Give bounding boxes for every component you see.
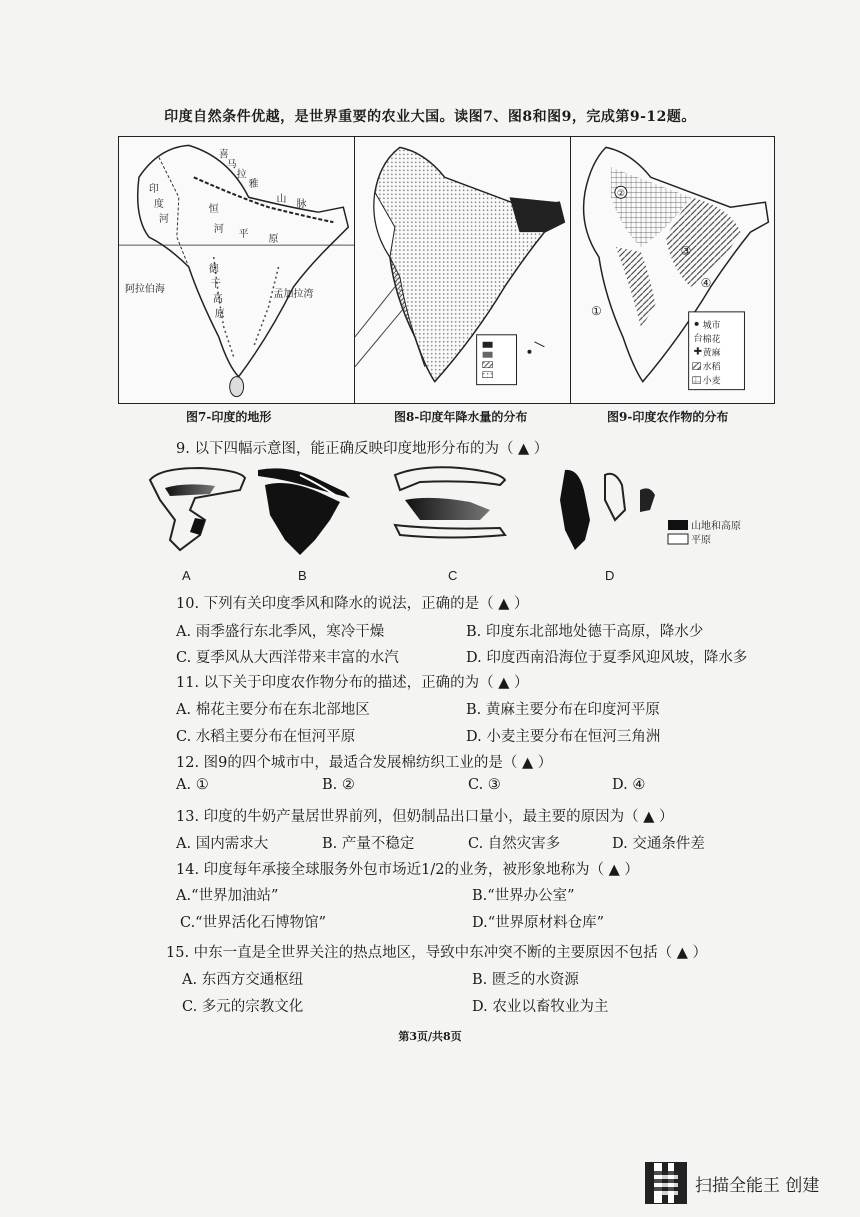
q14-stem: 14. 印度每年承接全球服务外包市场近1/2的业务，被形象地称为（ ▲ ） [176,862,639,878]
svg-text:高: 高 [212,293,223,305]
q9-stem: 9. 以下四幅示意图，能正确反映印度地形分布的为（ ▲ ） [176,441,549,457]
q11-stem: 11. 以下关于印度农作物分布的描述，正确的为（ ▲ ） [176,675,529,691]
map-figures [118,136,775,404]
q11-option-b: B. 黄麻主要分布在印度河平原 [466,702,660,718]
q9-label-d: D [605,568,615,583]
q9-label-b: B [298,568,307,583]
q11-option-d: D. 小麦主要分布在恒河三角洲 [466,729,661,745]
q14-option-d: D.“世界原材料仓库” [472,915,605,931]
q9-label-a: A [182,568,191,583]
q15-option-d: D. 农业以畜牧业为主 [472,999,609,1015]
watermark-text: 扫描全能王 创建 [695,1175,820,1196]
svg-text:①: ① [590,303,602,318]
q10-option-a: A. 雨季盛行东北季风，寒冷干燥 [176,624,385,640]
svg-text:平: 平 [238,229,249,241]
q9-option-d [560,470,655,583]
svg-text:度: 度 [153,199,164,211]
q9-option-c [395,467,505,583]
svg-text:喜: 喜 [218,149,229,161]
fig8-rainfall-map [355,137,570,403]
q12-option-d: D. ④ [612,777,646,793]
q10-option-b: B. 印度东北部地处德干高原，降水少 [466,624,704,640]
fig9-crops-map [571,137,774,403]
q9-diagrams [0,440,860,590]
q9-legend-plain: 平原 [691,535,711,546]
q10-option-d: D. 印度西南沿海位于夏季风迎风坡，降水多 [466,650,748,666]
svg-text:台: 台 [693,333,703,344]
svg-text:马: 马 [226,159,237,171]
q13-option-c: C. 自然灾害多 [468,836,561,852]
q13-option-d: D. 交通条件差 [612,836,705,852]
svg-text:脉: 脉 [296,199,307,211]
qr-code-icon [645,1162,687,1204]
q13-option-b: B. 产量不稳定 [322,836,415,852]
q14-option-c: C.“世界活化石博物馆” [180,915,327,931]
q13-option-a: A. 国内需求大 [176,836,269,852]
q11-option-c: C. 水稻主要分布在恒河平原 [176,729,356,745]
svg-text:阿拉伯海: 阿拉伯海 [124,283,165,295]
q9-label-c: C [448,568,458,583]
q15-option-c: C. 多元的宗教文化 [182,999,304,1015]
svg-text:城市: 城市 [702,320,721,331]
svg-text:印: 印 [148,184,159,196]
svg-text:德: 德 [208,263,219,275]
q15-stem: 15. 中东一直是全世界关注的热点地区，导致中东冲突不断的主要原因不包括（ ▲ ） [166,945,708,961]
svg-text:恒: 恒 [208,204,219,216]
fig7-terrain-map [119,137,355,403]
intro-text: 印度自然条件优越，是世界重要的农业大国。读图7、图8和图9，完成第9-12题。 [164,109,696,125]
q11-option-a: A. 棉花主要分布在东北部地区 [176,702,370,718]
q9-legend-mountain: 山地和高原 [691,521,741,532]
svg-text:④: ④ [700,275,711,290]
svg-text:原: 原 [268,234,279,246]
svg-text:③: ③ [680,244,692,259]
svg-text:水稻: 水稻 [702,362,721,373]
svg-text:小麦: 小麦 [702,376,721,387]
fig7-svg [119,137,354,403]
fig9-caption: 图9-印度农作物的分布 [607,410,729,424]
q14-option-b: B.“世界办公室” [472,888,575,904]
scanner-watermark [645,1162,819,1204]
q12-option-b: B. ② [322,777,355,793]
q12-stem: 12. 图9的四个城市中，最适合发展棉纺织工业的是（ ▲ ） [176,755,553,771]
q13-stem: 13. 印度的牛奶产量居世界前列，但奶制品出口量小，最主要的原因为（ ▲ ） [176,809,674,825]
page-footer: 第3页/共8页 [398,1030,462,1043]
q9-option-b [258,468,350,583]
svg-text:山: 山 [276,194,287,206]
q9-legend [668,519,741,546]
q10-stem: 10. 下列有关印度季风和降水的说法，正确的是（ ▲ ） [176,596,529,612]
fig7-caption: 图7-印度的地形 [186,410,272,424]
fig9-svg [571,137,774,403]
q12-option-c: C. ③ [468,777,501,793]
q12-option-a: A. ① [176,777,209,793]
q15-option-b: B. 匮乏的水资源 [472,972,579,988]
svg-text:②: ② [616,189,625,200]
svg-text:孟加拉湾: 孟加拉湾 [273,288,314,300]
svg-text:黄麻: 黄麻 [702,348,721,359]
q14-option-a: A.“世界加油站” [176,888,279,904]
q10-option-c: C. 夏季风从大西洋带来丰富的水汽 [176,650,399,666]
fig8-caption: 图8-印度年降水量的分布 [394,410,528,424]
q15-option-a: A. 东西方交通枢纽 [182,972,304,988]
svg-text:干: 干 [210,278,221,290]
svg-text:原: 原 [214,308,225,320]
svg-text:雅: 雅 [248,179,259,191]
svg-text:✚: ✚ [693,346,702,358]
svg-text:河: 河 [158,214,169,226]
q9-option-a [150,468,245,583]
svg-text:棉花: 棉花 [702,334,721,345]
q9-options-svg [0,440,860,590]
svg-text:拉: 拉 [236,169,247,181]
svg-text:河: 河 [213,224,224,236]
fig8-svg [355,137,569,403]
